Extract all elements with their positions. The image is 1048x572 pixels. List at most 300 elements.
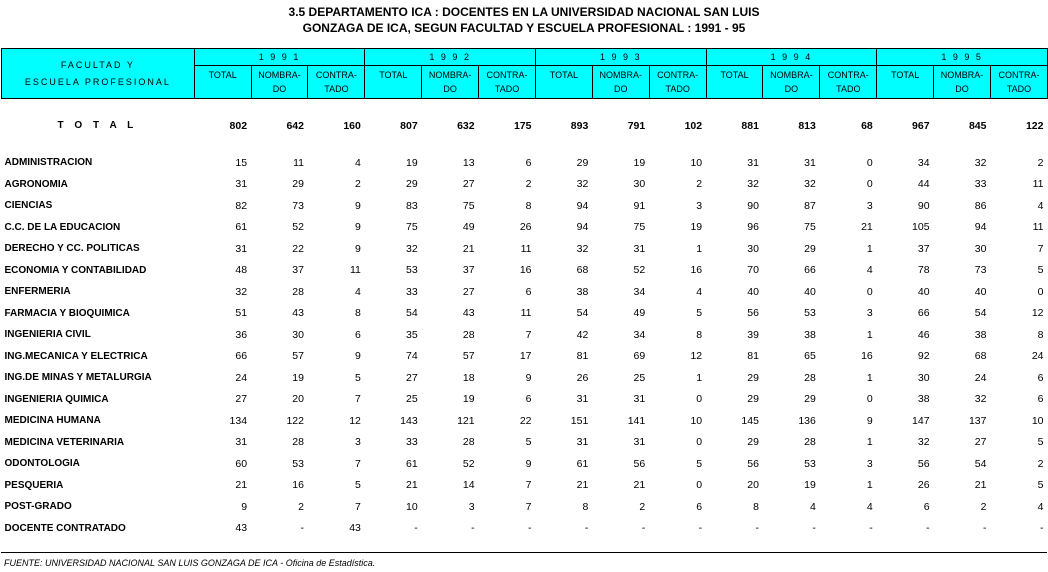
cell-value: 43: [292, 307, 304, 320]
cell-value: 4: [866, 264, 873, 277]
cell-value: 31: [235, 436, 248, 449]
cell-value: 10: [690, 156, 703, 169]
source-note: FUENTE: UNIVERSIDAD NACIONAL SAN LUIS GONZAGA DE ICA - Oficina de Estadística.: [4, 558, 376, 568]
cell-value: 2: [696, 178, 703, 191]
cell-value: 0: [696, 393, 703, 406]
cell-value: 26: [519, 221, 532, 234]
header-sub-4-0: [877, 66, 934, 99]
cell-value: 21: [235, 479, 248, 492]
cell-value: 5: [696, 307, 703, 320]
header-sub-2-0: [536, 66, 593, 99]
header-sub-text: CONTRA-: [827, 70, 869, 80]
cell-value: 37: [462, 264, 475, 277]
cell-value: 29: [747, 393, 759, 406]
cell-value: 4: [1037, 500, 1044, 513]
cell-value: 31: [747, 156, 759, 169]
cell-value: 0: [696, 479, 703, 492]
cell-value: 9: [525, 457, 532, 470]
cell-value: 175: [513, 119, 532, 132]
cell-value: 137: [968, 414, 987, 427]
cell-value: 68: [974, 350, 987, 363]
table-row: [2, 475, 1048, 497]
cell-value: 66: [804, 264, 816, 277]
cell-value: 12: [349, 414, 361, 427]
cell-value: 29: [804, 242, 816, 255]
table-row: [2, 238, 1048, 260]
cell-value: 83: [406, 199, 418, 212]
cell-value: 16: [292, 479, 304, 492]
cell-value: 17: [519, 350, 532, 363]
cell-value: 26: [917, 479, 930, 492]
cell-value: 78: [917, 264, 930, 277]
cell-value: 13: [462, 156, 475, 169]
cell-value: 44: [917, 178, 930, 191]
cell-value: 14: [462, 479, 475, 492]
header-sub-text: DO: [955, 84, 969, 94]
header-sub-text: TOTAL: [379, 70, 408, 80]
table-row: [2, 217, 1048, 239]
row-label: INGENIERIA QUIMICA: [4, 393, 109, 405]
cell-value: 1: [866, 436, 873, 449]
cell-value: 36: [235, 328, 248, 341]
cell-value: 28: [462, 328, 475, 341]
cell-value: 6: [525, 393, 532, 406]
row-label: ADMINISTRACION: [4, 157, 93, 169]
cell-value: 0: [866, 285, 873, 298]
cell-value: 19: [462, 393, 475, 406]
cell-value: 54: [974, 307, 987, 320]
cell-value: 28: [292, 285, 304, 298]
header-sub-text: TADO: [1006, 84, 1032, 94]
cell-value: -: [869, 522, 873, 535]
cell-value: 5: [1037, 436, 1044, 449]
cell-value: 30: [974, 242, 987, 255]
row-label: POST-GRADO: [4, 501, 72, 513]
page-title-line-1: 3.5 DEPARTAMENTO ICA : DOCENTES EN LA UNIVERSIDAD NACIONAL SAN LUIS: [288, 5, 760, 19]
header-facultad-line-1: FACULTAD Y: [60, 59, 135, 70]
cell-value: 81: [747, 350, 759, 363]
header-sub-text: CONTRA-: [657, 70, 699, 80]
cell-value: 11: [520, 307, 532, 320]
cell-value: 33: [974, 178, 987, 191]
cell-value: 21: [462, 242, 475, 255]
header-sub-text: NOMBRA-: [940, 70, 984, 80]
cell-value: 60: [235, 457, 248, 470]
header-sub-3-0: [706, 66, 763, 99]
cell-value: 27: [974, 436, 987, 449]
row-label: CIENCIAS: [4, 200, 53, 212]
cell-value: 11: [293, 156, 304, 169]
cell-value: 813: [798, 119, 816, 132]
cell-value: 68: [861, 119, 873, 132]
cell-value: 8: [1037, 328, 1044, 341]
cell-value: 136: [798, 414, 816, 427]
header-sub-text: TADO: [836, 84, 861, 94]
cell-value: 1: [866, 328, 873, 341]
cell-value: 70: [747, 264, 759, 277]
cell-value: 2: [980, 500, 987, 513]
row-label: MEDICINA VETERINARIA: [4, 436, 125, 448]
cell-value: 881: [741, 119, 759, 132]
cell-value: 27: [235, 393, 248, 406]
cell-value: 46: [917, 328, 930, 341]
cell-value: 6: [923, 500, 930, 513]
header-facultad: [2, 49, 195, 99]
cell-value: 6: [525, 156, 532, 169]
header-year-2: 1 9 9 3: [536, 49, 707, 66]
cell-value: 10: [690, 414, 703, 427]
cell-value: 12: [690, 350, 703, 363]
cell-value: 19: [633, 156, 646, 169]
cell-value: 7: [525, 479, 532, 492]
table-row: [2, 174, 1048, 196]
cell-value: 8: [525, 199, 532, 212]
cell-value: 3: [355, 436, 361, 449]
header-sub-text: NOMBRA-: [428, 70, 472, 80]
cell-value: 31: [633, 436, 646, 449]
cell-value: 40: [974, 285, 987, 298]
header-sub-text: NOMBRA-: [599, 70, 643, 80]
cell-value: 57: [462, 350, 475, 363]
cell-value: 2: [1037, 457, 1044, 470]
cell-value: 30: [292, 328, 304, 341]
table-row: [2, 281, 1048, 303]
cell-value: 25: [633, 371, 646, 384]
cell-value: 1: [866, 479, 873, 492]
cell-value: 16: [690, 264, 703, 277]
cell-value: 32: [974, 156, 987, 169]
cell-value: 32: [974, 393, 987, 406]
row-label: ODONTOLOGIA: [4, 458, 80, 470]
cell-value: 121: [457, 414, 475, 427]
header-sub-3-1: [763, 66, 820, 99]
cell-value: 52: [292, 221, 304, 234]
cell-value: 0: [866, 393, 873, 406]
cell-value: 29: [747, 436, 759, 449]
cell-value: 21: [974, 479, 987, 492]
cell-value: -: [926, 522, 930, 535]
row-label: PESQUERIA: [4, 479, 64, 491]
table-row: [2, 346, 1048, 368]
cell-value: 61: [235, 221, 248, 234]
cell-value: 15: [235, 156, 248, 169]
cell-value: 19: [804, 479, 816, 492]
cell-value: 2: [355, 178, 361, 191]
cell-value: 51: [235, 307, 248, 320]
cell-value: 66: [917, 307, 930, 320]
cell-value: 24: [1031, 350, 1044, 363]
cell-value: 11: [1032, 221, 1044, 234]
cell-value: 6: [525, 285, 532, 298]
table-row: [2, 410, 1048, 432]
cell-value: -: [698, 522, 703, 535]
cell-value: 38: [804, 328, 816, 341]
cell-value: 8: [582, 500, 589, 513]
cell-value: 52: [462, 457, 475, 470]
table-row: [2, 496, 1048, 518]
cell-value: 8: [696, 328, 703, 341]
cell-value: -: [414, 522, 418, 535]
cell-value: 57: [292, 350, 304, 363]
cell-value: 143: [400, 414, 418, 427]
cell-value: 28: [804, 371, 816, 384]
header-year-0: 1 9 9 1: [194, 49, 365, 66]
cell-value: 134: [229, 414, 248, 427]
header-sub-text: CONTRA-: [486, 70, 528, 80]
cell-value: 1: [696, 371, 703, 384]
cell-value: 0: [696, 436, 703, 449]
cell-value: 9: [241, 500, 248, 513]
cell-value: 94: [576, 221, 589, 234]
cell-value: 160: [343, 119, 361, 132]
cell-value: 32: [576, 178, 589, 191]
cell-value: 2: [639, 500, 646, 513]
cell-value: 40: [917, 285, 930, 298]
cell-value: 39: [747, 328, 759, 341]
cell-value: 31: [235, 178, 248, 191]
cell-value: 22: [519, 414, 532, 427]
cell-value: 27: [462, 178, 475, 191]
cell-value: 29: [406, 178, 418, 191]
footer-divider: [1, 552, 1047, 553]
table-row: [2, 260, 1048, 282]
header-sub-4-2: [990, 66, 1047, 99]
cell-value: 12: [1031, 307, 1044, 320]
cell-value: 122: [1025, 119, 1044, 132]
cell-value: 642: [286, 119, 304, 132]
cell-value: 5: [355, 371, 361, 384]
header-sub-text: DO: [272, 84, 287, 94]
table-row: [2, 303, 1048, 325]
cell-value: 28: [292, 436, 304, 449]
cell-value: 18: [462, 371, 475, 384]
header-sub-text: TADO: [665, 84, 690, 94]
cell-value: 42: [576, 328, 589, 341]
cell-value: 27: [406, 371, 418, 384]
cell-value: 54: [576, 307, 589, 320]
cell-value: 4: [355, 285, 361, 298]
cell-value: 48: [235, 264, 248, 277]
row-label: T O T A L: [57, 120, 138, 131]
row-label: DERECHO Y CC. POLITICAS: [4, 243, 140, 255]
header-sub-text: CONTRA-: [315, 70, 357, 80]
cell-value: 16: [861, 350, 873, 363]
cell-value: 26: [576, 371, 589, 384]
cell-value: 16: [519, 264, 532, 277]
cell-value: 1: [696, 242, 703, 255]
cell-value: 30: [747, 242, 759, 255]
cell-value: 8: [753, 500, 759, 513]
cell-value: 6: [1037, 371, 1044, 384]
header-sub-0-0: [194, 66, 251, 99]
cell-value: 807: [400, 119, 418, 132]
header-sub-text: DO: [614, 84, 628, 94]
cell-value: 75: [462, 199, 475, 212]
cell-value: -: [641, 522, 646, 535]
cell-value: 25: [406, 393, 418, 406]
cell-value: 53: [292, 457, 304, 470]
row-label: ING.DE MINAS Y METALURGIA: [4, 372, 152, 384]
cell-value: 9: [525, 371, 532, 384]
cell-value: 68: [576, 264, 589, 277]
cell-value: 33: [406, 436, 418, 449]
cell-value: 9: [866, 414, 873, 427]
cell-value: 1: [866, 242, 873, 255]
cell-value: 37: [292, 264, 304, 277]
cell-value: -: [982, 522, 987, 535]
cell-value: 141: [627, 414, 646, 427]
cell-value: 82: [235, 199, 248, 212]
cell-value: 31: [633, 393, 646, 406]
cell-value: 29: [804, 393, 816, 406]
header-year-4: 1 9 9 5: [877, 49, 1048, 66]
table-row: [2, 518, 1048, 540]
table-body: [2, 99, 1048, 540]
cell-value: 3: [696, 199, 703, 212]
cell-value: 38: [576, 285, 589, 298]
cell-value: 7: [1037, 242, 1044, 255]
cell-value: 34: [633, 285, 646, 298]
table-row: [2, 389, 1048, 411]
cell-value: -: [584, 522, 589, 535]
cell-value: 32: [917, 436, 930, 449]
cell-value: 35: [406, 328, 418, 341]
cell-value: -: [528, 522, 532, 535]
page-title-line-2: GONZAGA DE ICA, SEGUN FACULTAD Y ESCUELA PROFESIONAL : 1991 - 95: [302, 21, 746, 35]
table-row: [2, 453, 1048, 475]
header-sub-text: TOTAL: [891, 70, 920, 80]
cell-value: 73: [974, 264, 987, 277]
cell-value: 11: [1032, 178, 1044, 191]
cell-value: 34: [917, 156, 930, 169]
cell-value: 21: [861, 221, 873, 234]
cell-value: 21: [576, 479, 589, 492]
cell-value: 3: [866, 457, 873, 470]
cell-value: 49: [462, 221, 475, 234]
cell-value: 37: [917, 242, 930, 255]
cell-value: 19: [292, 371, 304, 384]
cell-value: 632: [457, 119, 475, 132]
cell-value: 27: [462, 285, 475, 298]
cell-value: 802: [229, 119, 248, 132]
header-year-1: 1 9 9 2: [365, 49, 536, 66]
cell-value: 6: [696, 500, 703, 513]
cell-value: 32: [747, 178, 759, 191]
cell-value: 22: [292, 242, 304, 255]
cell-value: 7: [525, 500, 532, 513]
cell-value: 6: [355, 328, 361, 341]
cell-value: 53: [406, 264, 418, 277]
cell-value: 20: [747, 479, 759, 492]
header-sub-1-1: [422, 66, 479, 99]
cell-value: 21: [633, 479, 646, 492]
cell-value: 151: [570, 414, 589, 427]
table-row: [2, 367, 1048, 389]
cell-value: 94: [576, 199, 589, 212]
cell-value: 3: [866, 307, 873, 320]
cell-value: 56: [747, 457, 759, 470]
cell-value: 0: [866, 156, 873, 169]
header-sub-3-2: [820, 66, 877, 99]
cell-value: 96: [747, 221, 759, 234]
cell-value: 10: [406, 500, 418, 513]
table-row: [2, 324, 1048, 346]
cell-value: 2: [298, 500, 304, 513]
cell-value: 38: [917, 393, 930, 406]
total-row: [2, 99, 1048, 153]
cell-value: 29: [292, 178, 304, 191]
cell-value: 32: [804, 178, 816, 191]
row-label: INGENIERIA CIVIL: [4, 329, 91, 341]
cell-value: 54: [406, 307, 418, 320]
cell-value: 32: [406, 242, 418, 255]
cell-value: 54: [974, 457, 987, 470]
cell-value: 791: [627, 119, 646, 132]
cell-value: 34: [633, 328, 646, 341]
cell-value: 32: [235, 285, 248, 298]
table-row: [2, 195, 1048, 217]
cell-value: 4: [696, 285, 703, 298]
cell-value: 28: [462, 436, 475, 449]
cell-value: 90: [917, 199, 930, 212]
header-year-3: 1 9 9 4: [706, 49, 877, 66]
cell-value: 94: [974, 221, 987, 234]
cell-value: 90: [747, 199, 759, 212]
cell-value: 19: [406, 156, 418, 169]
cell-value: 105: [912, 221, 930, 234]
cell-value: -: [812, 522, 816, 535]
cell-value: 2: [1037, 156, 1044, 169]
cell-value: 75: [633, 221, 646, 234]
cell-value: 845: [968, 119, 987, 132]
header-sub-text: DO: [784, 84, 799, 94]
cell-value: 75: [804, 221, 816, 234]
cell-value: 10: [1031, 414, 1044, 427]
header-sub-0-2: [308, 66, 365, 99]
cell-value: 31: [804, 156, 816, 169]
cell-value: 31: [633, 242, 646, 255]
cell-value: -: [471, 522, 475, 535]
cell-value: 21: [406, 479, 418, 492]
header-sub-text: NOMBRA-: [258, 70, 301, 80]
cell-value: 43: [462, 307, 475, 320]
cell-value: 893: [570, 119, 589, 132]
cell-value: 9: [355, 221, 361, 234]
cell-value: 61: [406, 457, 418, 470]
cell-value: 5: [696, 457, 703, 470]
cell-value: 56: [747, 307, 759, 320]
cell-value: -: [755, 522, 759, 535]
header-sub-1-0: [365, 66, 422, 99]
cell-value: 66: [235, 350, 248, 363]
cell-value: 28: [804, 436, 816, 449]
row-label: MEDICINA HUMANA: [4, 415, 101, 427]
cell-value: 4: [810, 500, 816, 513]
cell-value: 87: [804, 199, 816, 212]
cell-value: 7: [355, 500, 361, 513]
cell-value: 29: [576, 156, 589, 169]
cell-value: 122: [286, 414, 304, 427]
cell-value: 30: [633, 178, 646, 191]
row-label: ING.MECANICA Y ELECTRICA: [4, 350, 148, 362]
cell-value: 31: [576, 393, 589, 406]
cell-value: 53: [804, 307, 816, 320]
cell-value: 24: [235, 371, 248, 384]
cell-value: 7: [355, 457, 361, 470]
header-sub-0-1: [251, 66, 308, 99]
header-sub-text: TADO: [494, 84, 520, 94]
cell-value: 40: [747, 285, 759, 298]
